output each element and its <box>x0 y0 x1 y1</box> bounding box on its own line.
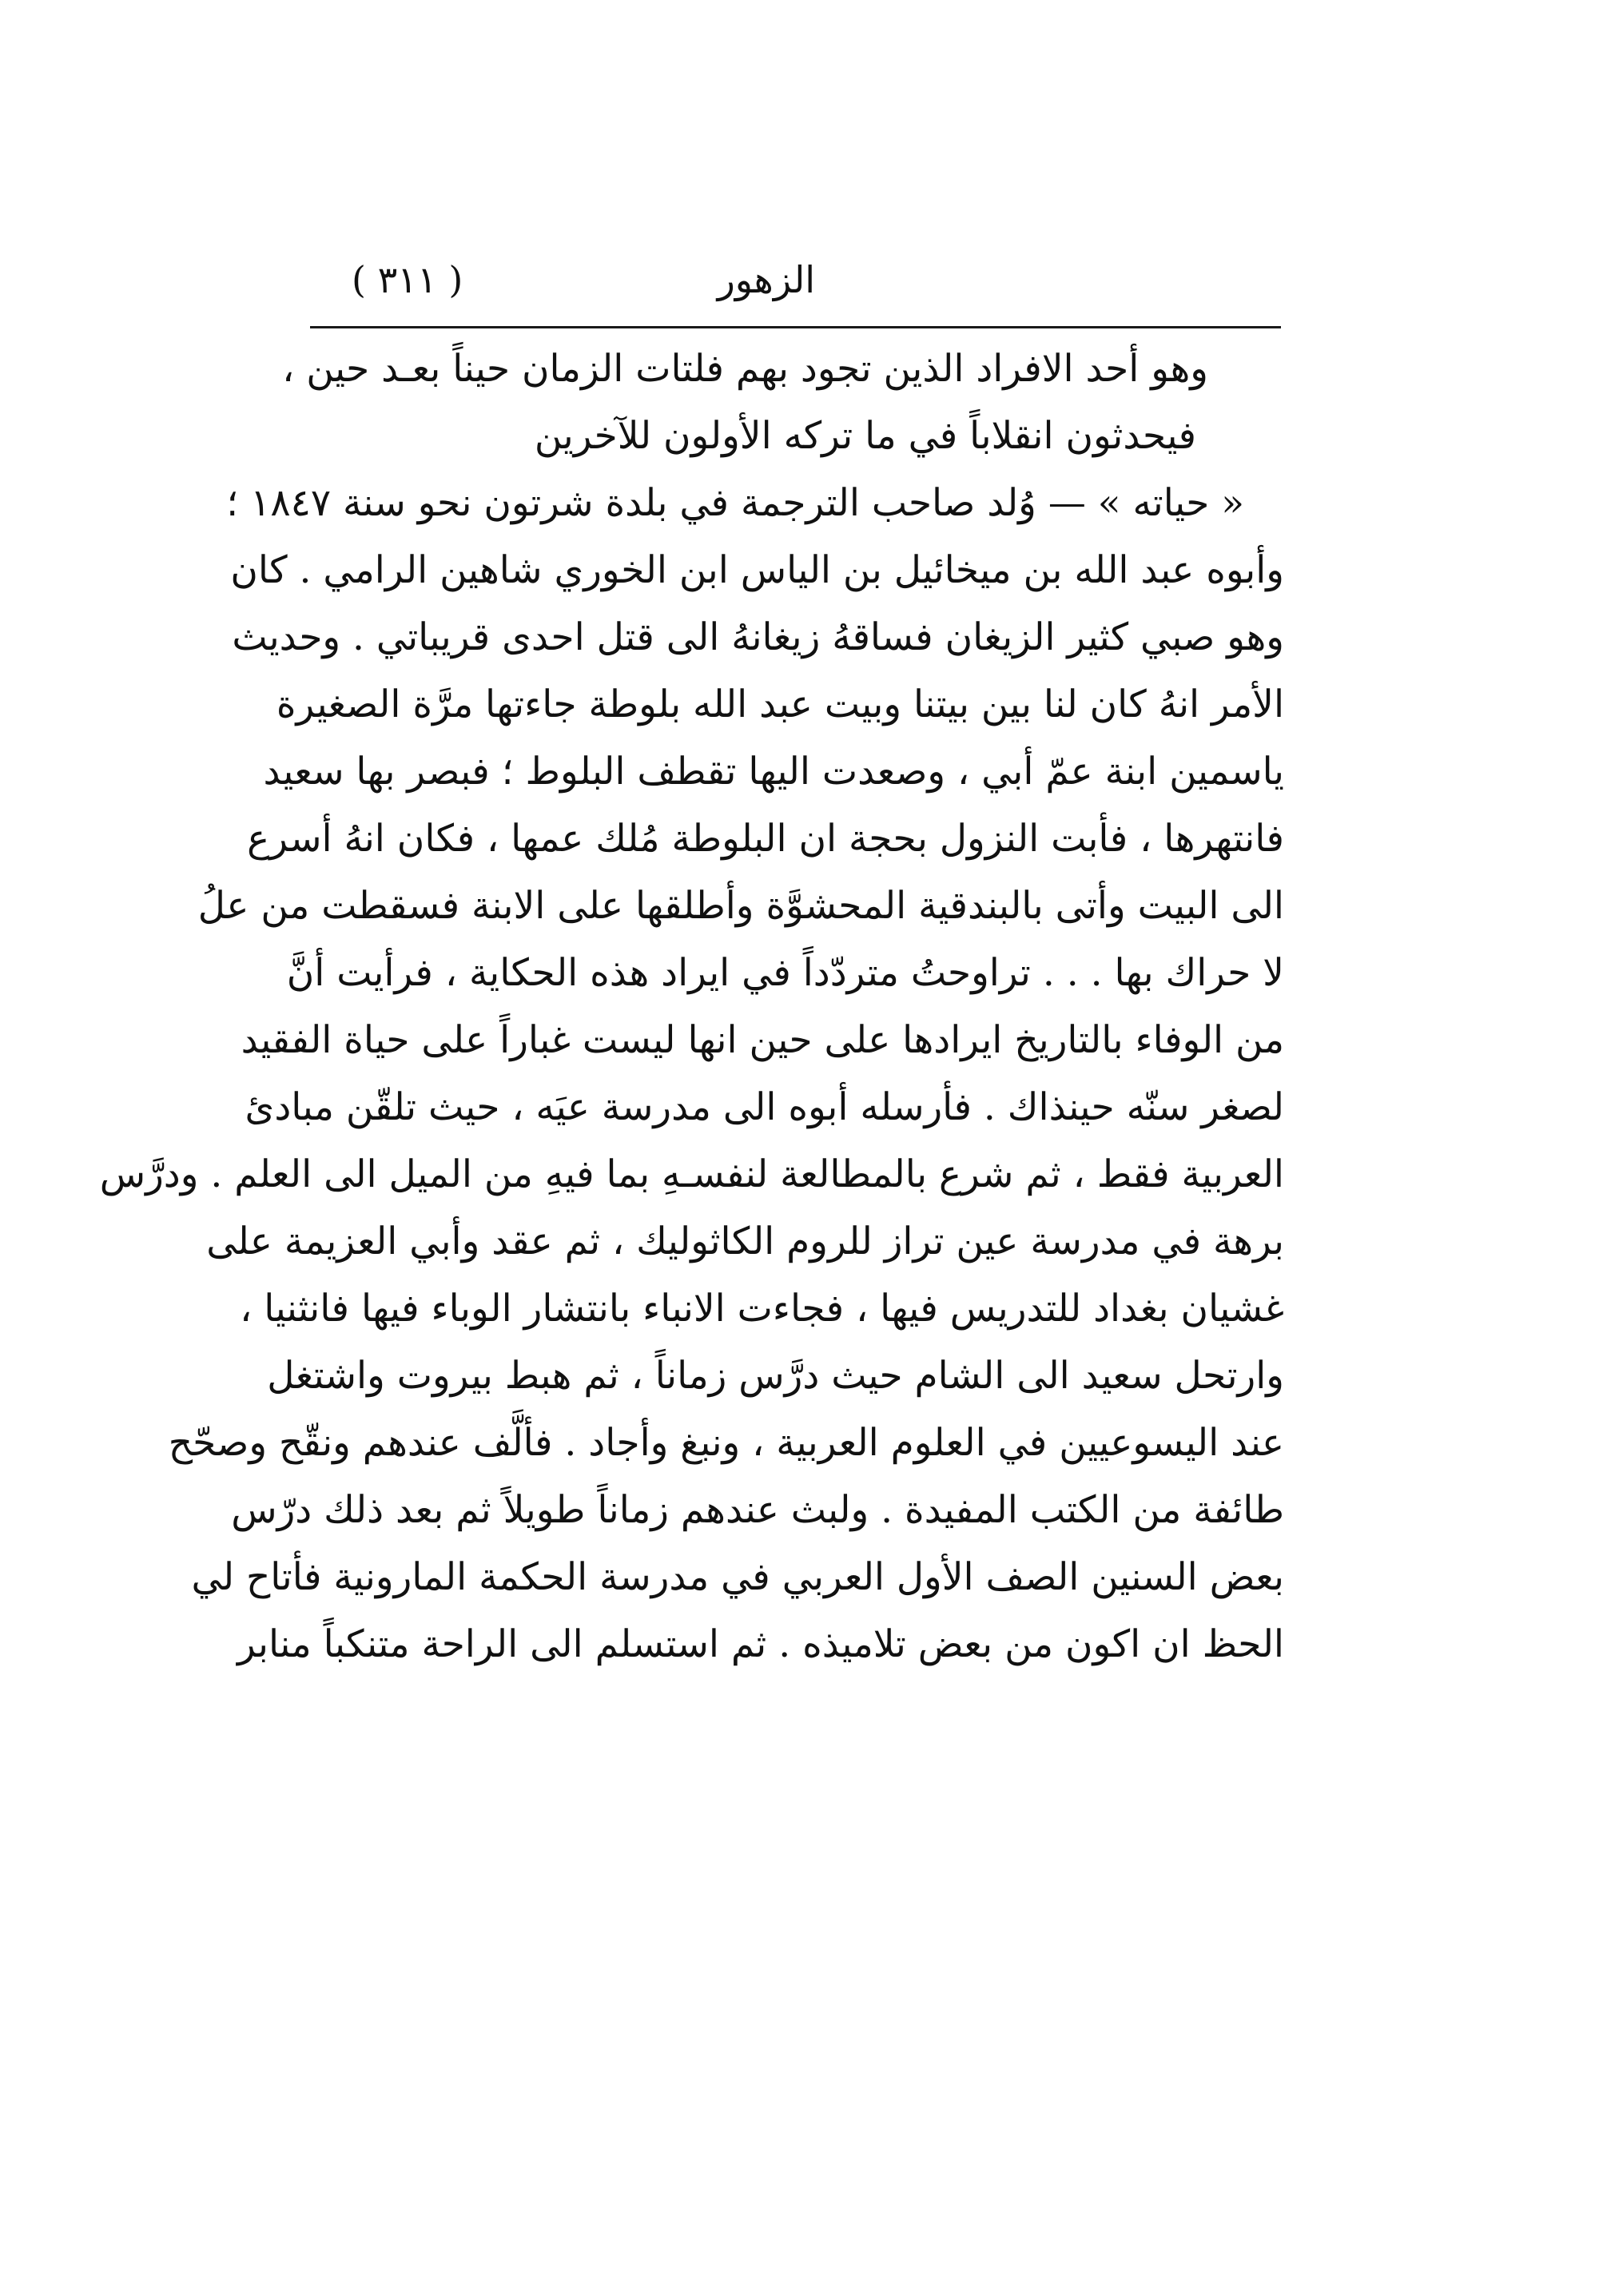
text-line: الحظ ان اكون من بعض تلاميذه . ثم استسلم الى الراحة متنكباً منابر <box>237 1622 1284 1666</box>
text-line: عند اليسوعيين في العلوم العربية ، ونبغ وأجاد . فألَّف عندهم ونقّح وصحّح <box>168 1421 1284 1465</box>
text-line: وارتحل سعيد الى الشام حيث درَّس زماناً ، ثم هبط بيروت واشتغل <box>267 1354 1284 1398</box>
text-line: الأمر انهُ كان لنا بين بيتنا وبيت عبد الله بلوطة جاءتها مرَّة الصغيرة <box>276 682 1284 726</box>
text-line: طائفة من الكتب المفيدة . ولبث عندهم زماناً طويلاً ثم بعد ذلك درّس <box>231 1488 1284 1532</box>
text-line: من الوفاء بالتاريخ ايرادها على حين انها ليست غباراً على حياة الفقيد <box>241 1018 1284 1062</box>
text-line: لا حراك بها . . . تراوحتُ متردّداً في ايراد هذه الحكاية ، فرأيت أنَّ <box>286 951 1284 995</box>
page-number: ( ٣١١ ) <box>352 258 463 301</box>
page-header <box>316 254 1279 310</box>
text-line: العربية فقط ، ثم شرع بالمطالعة لنفسـهِ بما فيهِ من الميل الى العلم . ودرَّس <box>99 1152 1284 1196</box>
text-line: بعض السنين الصف الأول العربي في مدرسة الحكمة المارونية فأتاح لي <box>191 1555 1284 1599</box>
text-line: لصغر سنّه حينذاك . فأرسله أبوه الى مدرسة عيَه ، حيث تلقّن مبادئ <box>245 1085 1284 1129</box>
text-line: وهو صبي كثير الزيغان فساقهُ زيغانهُ الى قتل احدى قريباتي . وحديث <box>232 615 1284 659</box>
text-line: ياسمين ابنة عمّ أبي ، وصعدت اليها تقطف البلوط ؛ فبصر بها سعيد <box>263 750 1284 794</box>
header-rule <box>310 326 1281 328</box>
text-line: وأبوه عبد الله بن ميخائيل بن الياس ابن الخوري شاهين الرامي . كان <box>230 548 1284 592</box>
text-line: فيحدثون انقلاباً في ما تركه الأولون للآخرين <box>534 414 1196 458</box>
text-line: فانتهرها ، فأبت النزول بحجة ان البلوطة مُلك عمها ، فكان انهُ أسرع <box>247 817 1284 861</box>
text-line: الى البيت وأتى بالبندقية المحشوَّة وأطلقها على الابنة فسقطت من علُ <box>197 884 1284 928</box>
body-text <box>99 336 1284 1678</box>
text-line: وهو أحد الافراد الذين تجود بهم فلتات الزمان حيناً بعـد حين ، <box>282 347 1208 391</box>
text-line: برهة في مدرسة عين تراز للروم الكاثوليك ، ثم عقد وأبي العزيمة على <box>206 1220 1284 1263</box>
text-line: غشيان بغداد للتدريس فيها ، فجاءت الانباء بانتشار الوباء فيها فانثنيا ، <box>240 1287 1284 1331</box>
text-line: « حياته » — وُلد صاحب الترجمة في بلدة شرتون نحو سنة ١٨٤٧ ؛ <box>226 481 1244 525</box>
running-title: الزهور <box>717 258 815 301</box>
